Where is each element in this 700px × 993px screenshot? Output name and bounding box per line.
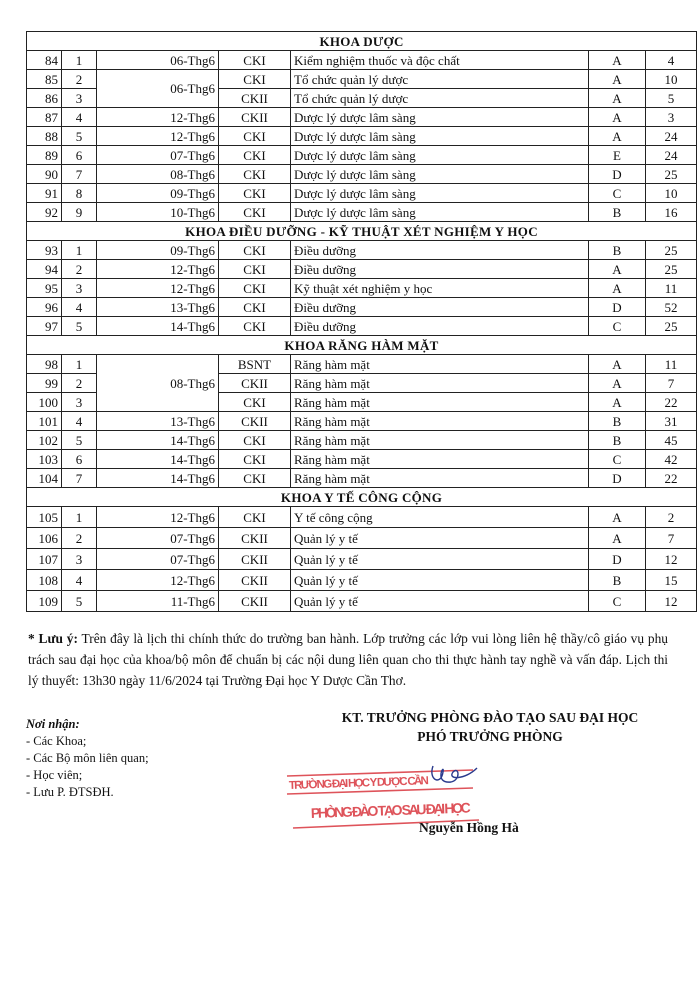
row-number: 93 <box>27 241 62 260</box>
group-code: B <box>589 431 646 450</box>
row-index: 1 <box>62 241 97 260</box>
row-index: 4 <box>62 412 97 431</box>
exam-date: 12-Thg6 <box>97 279 219 298</box>
group-code: A <box>589 260 646 279</box>
section-title: KHOA ĐIỀU DƯỠNG - KỸ THUẬT XÉT NGHIỆM Y HỌC <box>27 222 697 241</box>
group-code: C <box>589 591 646 612</box>
table-row <box>27 469 697 488</box>
program-level: CKII <box>219 108 291 127</box>
row-index: 5 <box>62 431 97 450</box>
subject-name: Quản lý y tế <box>291 549 589 570</box>
subject-name: Răng hàm mặt <box>291 431 589 450</box>
group-code: A <box>589 507 646 528</box>
program-level: CKI <box>219 431 291 450</box>
exam-date: 13-Thg6 <box>97 298 219 317</box>
table-row <box>27 450 697 469</box>
student-count: 12 <box>646 549 697 570</box>
subject-name: Dược lý dược lâm sàng <box>291 146 589 165</box>
row-index: 1 <box>62 507 97 528</box>
program-level: CKI <box>219 298 291 317</box>
subject-name: Dược lý dược lâm sàng <box>291 184 589 203</box>
table-row <box>27 591 697 612</box>
section-title: KHOA DƯỢC <box>27 32 697 51</box>
handwritten-signature <box>432 766 477 782</box>
table-row <box>27 203 697 222</box>
student-count: 15 <box>646 570 697 591</box>
student-count: 24 <box>646 146 697 165</box>
program-level: CKI <box>219 317 291 336</box>
student-count: 5 <box>646 89 697 108</box>
row-index: 8 <box>62 184 97 203</box>
note-paragraph <box>28 628 668 691</box>
program-level: CKI <box>219 393 291 412</box>
recipient-item: - Học viên; <box>26 768 83 782</box>
group-code: B <box>589 570 646 591</box>
subject-name: Kiểm nghiệm thuốc và độc chất <box>291 51 589 70</box>
row-number: 103 <box>27 450 62 469</box>
table-row <box>27 70 697 89</box>
row-index: 9 <box>62 203 97 222</box>
table-row <box>27 355 697 374</box>
signer-title: KT. TRƯỞNG PHÒNG ĐÀO TẠO SAU ĐẠI HỌC <box>341 710 639 725</box>
program-level: CKII <box>219 89 291 108</box>
table-row <box>27 298 697 317</box>
table-row <box>27 279 697 298</box>
group-code: A <box>589 374 646 393</box>
group-code: C <box>589 184 646 203</box>
group-code: E <box>589 146 646 165</box>
group-code: D <box>589 469 646 488</box>
subject-name: Tổ chức quản lý dược <box>291 89 589 108</box>
program-level: CKII <box>219 591 291 612</box>
row-number: 90 <box>27 165 62 184</box>
subject-name: Dược lý dược lâm sàng <box>291 203 589 222</box>
row-index: 4 <box>62 570 97 591</box>
recipient-item: - Các Bộ môn liên quan; <box>26 751 149 765</box>
row-number: 95 <box>27 279 62 298</box>
section-title: KHOA Y TẾ CÔNG CỘNG <box>27 488 697 507</box>
row-index: 5 <box>62 591 97 612</box>
program-level: CKI <box>219 51 291 70</box>
subject-name: Dược lý dược lâm sàng <box>291 108 589 127</box>
student-count: 42 <box>646 450 697 469</box>
row-number: 106 <box>27 528 62 549</box>
exam-date: 06-Thg6 <box>97 70 219 108</box>
subject-name: Y tế công cộng <box>291 507 589 528</box>
row-number: 105 <box>27 507 62 528</box>
row-number: 89 <box>27 146 62 165</box>
program-level: CKI <box>219 469 291 488</box>
exam-date: 13-Thg6 <box>97 412 219 431</box>
student-count: 3 <box>646 108 697 127</box>
student-count: 7 <box>646 374 697 393</box>
program-level: CKI <box>219 450 291 469</box>
subject-name: Răng hàm mặt <box>291 412 589 431</box>
section-header-row <box>27 488 697 507</box>
row-index: 2 <box>62 70 97 89</box>
student-count: 25 <box>646 317 697 336</box>
student-count: 25 <box>646 241 697 260</box>
exam-date: 14-Thg6 <box>97 317 219 336</box>
exam-date: 14-Thg6 <box>97 469 219 488</box>
student-count: 10 <box>646 70 697 89</box>
row-index: 3 <box>62 279 97 298</box>
row-index: 6 <box>62 146 97 165</box>
stamp-text-top: TRƯỜNG ĐẠI HỌC Y DƯỢC CẦN <box>288 775 430 792</box>
program-level: CKI <box>219 241 291 260</box>
section-title: KHOA RĂNG HÀM MẶT <box>27 336 697 355</box>
group-code: A <box>589 51 646 70</box>
group-code: C <box>589 317 646 336</box>
row-number: 108 <box>27 570 62 591</box>
exam-date: 08-Thg6 <box>97 355 219 412</box>
subject-name: Quản lý y tế <box>291 570 589 591</box>
group-code: A <box>589 127 646 146</box>
row-index: 1 <box>62 355 97 374</box>
row-number: 92 <box>27 203 62 222</box>
row-number: 107 <box>27 549 62 570</box>
row-index: 7 <box>62 165 97 184</box>
exam-date: 14-Thg6 <box>97 431 219 450</box>
program-level: CKI <box>219 165 291 184</box>
group-code: A <box>589 279 646 298</box>
group-code: A <box>589 528 646 549</box>
table-row <box>27 549 697 570</box>
group-code: B <box>589 203 646 222</box>
row-index: 7 <box>62 469 97 488</box>
row-number: 87 <box>27 108 62 127</box>
student-count: 12 <box>646 591 697 612</box>
program-level: BSNT <box>219 355 291 374</box>
row-index: 3 <box>62 393 97 412</box>
recipient-item: - Lưu P. ĐTSĐH. <box>26 785 114 799</box>
signature-block <box>300 708 680 746</box>
row-number: 109 <box>27 591 62 612</box>
student-count: 22 <box>646 393 697 412</box>
student-count: 25 <box>646 165 697 184</box>
row-index: 5 <box>62 317 97 336</box>
signer-name: Nguyễn Hồng Hà <box>419 820 519 835</box>
row-number: 104 <box>27 469 62 488</box>
program-level: CKII <box>219 374 291 393</box>
section-header-row <box>27 32 697 51</box>
table-row <box>27 146 697 165</box>
exam-date: 12-Thg6 <box>97 260 219 279</box>
group-code: B <box>589 412 646 431</box>
group-code: A <box>589 355 646 374</box>
exam-date: 11-Thg6 <box>97 591 219 612</box>
program-level: CKI <box>219 146 291 165</box>
row-number: 85 <box>27 70 62 89</box>
program-level: CKII <box>219 570 291 591</box>
stamp-text-bottom: PHÒNG ĐÀO TẠO SAU ĐẠI HỌC <box>310 799 472 821</box>
row-index: 3 <box>62 549 97 570</box>
row-number: 94 <box>27 260 62 279</box>
student-count: 4 <box>646 51 697 70</box>
exam-date: 10-Thg6 <box>97 203 219 222</box>
group-code: A <box>589 393 646 412</box>
group-code: A <box>589 89 646 108</box>
row-index: 6 <box>62 450 97 469</box>
group-code: A <box>589 70 646 89</box>
subject-name: Răng hàm mặt <box>291 393 589 412</box>
table-row <box>27 528 697 549</box>
group-code: A <box>589 108 646 127</box>
section-header-row <box>27 222 697 241</box>
row-number: 100 <box>27 393 62 412</box>
student-count: 2 <box>646 507 697 528</box>
row-index: 3 <box>62 89 97 108</box>
subject-name: Răng hàm mặt <box>291 469 589 488</box>
row-index: 1 <box>62 51 97 70</box>
table-row <box>27 127 697 146</box>
group-code: B <box>589 241 646 260</box>
student-count: 45 <box>646 431 697 450</box>
student-count: 31 <box>646 412 697 431</box>
subject-name: Điều dưỡng <box>291 298 589 317</box>
group-code: C <box>589 450 646 469</box>
table-row <box>27 184 697 203</box>
row-number: 98 <box>27 355 62 374</box>
student-count: 11 <box>646 355 697 374</box>
student-count: 22 <box>646 469 697 488</box>
subject-name: Kỹ thuật xét nghiệm y học <box>291 279 589 298</box>
table-row <box>27 507 697 528</box>
row-number: 86 <box>27 89 62 108</box>
table-row <box>27 260 697 279</box>
program-level: CKI <box>219 184 291 203</box>
program-level: CKI <box>219 127 291 146</box>
program-level: CKII <box>219 412 291 431</box>
student-count: 25 <box>646 260 697 279</box>
subject-name: Dược lý dược lâm sàng <box>291 127 589 146</box>
row-number: 99 <box>27 374 62 393</box>
program-level: CKI <box>219 260 291 279</box>
exam-date: 06-Thg6 <box>97 51 219 70</box>
exam-date: 12-Thg6 <box>97 127 219 146</box>
table-row <box>27 108 697 127</box>
exam-schedule-table <box>26 31 697 612</box>
student-count: 16 <box>646 203 697 222</box>
table-row <box>27 165 697 184</box>
recipients-title: Nơi nhận: <box>26 717 80 731</box>
subject-name: Răng hàm mặt <box>291 450 589 469</box>
exam-date: 07-Thg6 <box>97 528 219 549</box>
program-level: CKI <box>219 70 291 89</box>
group-code: D <box>589 165 646 184</box>
program-level: CKI <box>219 203 291 222</box>
exam-date: 14-Thg6 <box>97 450 219 469</box>
note-label: * Lưu ý: <box>28 631 78 646</box>
program-level: CKII <box>219 549 291 570</box>
table-row <box>27 570 697 591</box>
student-count: 11 <box>646 279 697 298</box>
table-row <box>27 317 697 336</box>
subject-name: Quản lý y tế <box>291 591 589 612</box>
row-index: 5 <box>62 127 97 146</box>
row-number: 96 <box>27 298 62 317</box>
exam-date: 07-Thg6 <box>97 146 219 165</box>
subject-name: Quản lý y tế <box>291 528 589 549</box>
student-count: 52 <box>646 298 697 317</box>
row-number: 91 <box>27 184 62 203</box>
row-index: 2 <box>62 528 97 549</box>
student-count: 10 <box>646 184 697 203</box>
row-number: 97 <box>27 317 62 336</box>
table-row <box>27 412 697 431</box>
program-level: CKII <box>219 528 291 549</box>
exam-date: 07-Thg6 <box>97 549 219 570</box>
group-code: D <box>589 298 646 317</box>
program-level: CKI <box>219 507 291 528</box>
row-number: 84 <box>27 51 62 70</box>
row-index: 2 <box>62 374 97 393</box>
subject-name: Dược lý dược lâm sàng <box>291 165 589 184</box>
row-index: 4 <box>62 298 97 317</box>
subject-name: Điều dưỡng <box>291 260 589 279</box>
subject-name: Răng hàm mặt <box>291 374 589 393</box>
table-row <box>27 241 697 260</box>
student-count: 7 <box>646 528 697 549</box>
subject-name: Răng hàm mặt <box>291 355 589 374</box>
recipient-item: - Các Khoa; <box>26 734 87 748</box>
exam-date: 12-Thg6 <box>97 108 219 127</box>
exam-date: 12-Thg6 <box>97 570 219 591</box>
row-index: 4 <box>62 108 97 127</box>
group-code: D <box>589 549 646 570</box>
row-number: 101 <box>27 412 62 431</box>
exam-date: 09-Thg6 <box>97 184 219 203</box>
subject-name: Điều dưỡng <box>291 241 589 260</box>
section-header-row <box>27 336 697 355</box>
recipients-block <box>26 716 149 801</box>
row-number: 102 <box>27 431 62 450</box>
exam-date: 12-Thg6 <box>97 507 219 528</box>
signer-position: PHÓ TRƯỞNG PHÒNG <box>417 729 563 744</box>
table-row <box>27 431 697 450</box>
row-index: 2 <box>62 260 97 279</box>
table-row <box>27 51 697 70</box>
subject-name: Điều dưỡng <box>291 317 589 336</box>
exam-date: 09-Thg6 <box>97 241 219 260</box>
note-text: Trên đây là lịch thi chính thức do trường ban hành. Lớp trưởng các lớp vui lòng liên hệ thầy/cô giáo vụ phụ trách sau đại học của khoa/bộ môn để chuẩn bị các nội dung liên quan cho thi thực hành tay nghề và vấn đáp. Lịch thi lý thuyết: 13h30 ngày 11/6/2024 tại Trường Đại học Y Dược Cần Thơ. <box>28 631 668 688</box>
exam-date: 08-Thg6 <box>97 165 219 184</box>
student-count: 24 <box>646 127 697 146</box>
program-level: CKI <box>219 279 291 298</box>
subject-name: Tổ chức quản lý dược <box>291 70 589 89</box>
row-number: 88 <box>27 127 62 146</box>
